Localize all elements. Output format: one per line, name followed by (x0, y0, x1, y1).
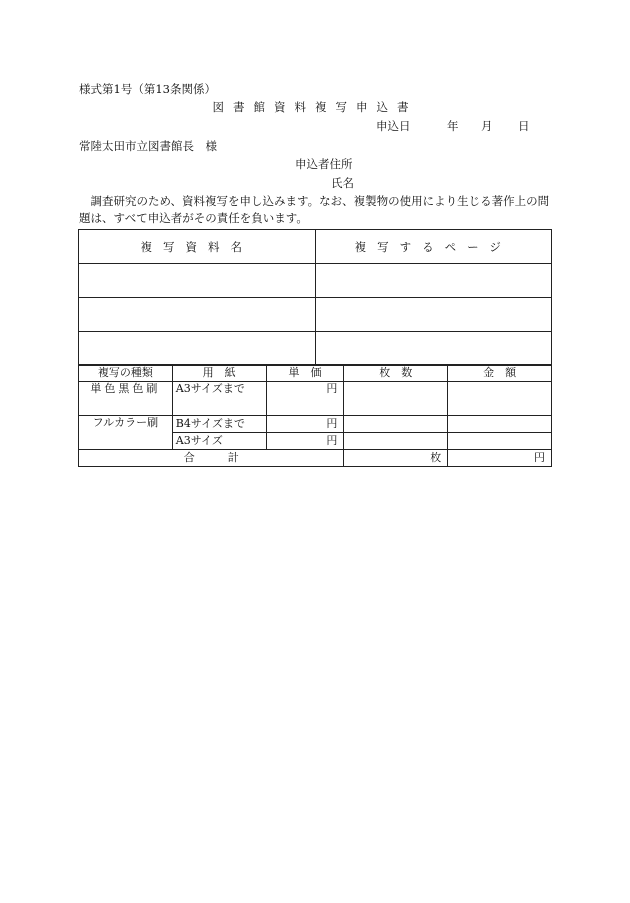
year-label: 年 (447, 119, 459, 133)
paper-size-cell: B4サイズまで (172, 416, 266, 433)
paper-size-cell: A3サイズ (172, 433, 266, 450)
amount-cell[interactable] (448, 416, 552, 433)
pages-header: 複写するページ (315, 230, 552, 264)
amount-cell[interactable] (448, 433, 552, 450)
sheet-count-cell[interactable] (344, 416, 448, 433)
pages-cell[interactable] (315, 332, 552, 366)
fee-table (78, 364, 552, 467)
table-row (79, 264, 552, 298)
sheet-count-cell[interactable] (344, 433, 448, 450)
unit-price-cell: 円 (266, 416, 344, 433)
table-row (79, 332, 552, 366)
table-row (79, 230, 552, 264)
form-title: 図書館資料複写申込書 (212, 100, 418, 114)
color-print-label: フルカラー刷 (79, 416, 173, 450)
unit-price-cell: 円 (266, 433, 344, 450)
unit-price-header: 単 価 (266, 365, 344, 382)
material-name-header: 複写資料名 (79, 230, 316, 264)
paper-size-cell: A3サイズまで (172, 382, 266, 416)
unit-price-cell: 円 (266, 382, 344, 416)
table-row (79, 450, 552, 467)
pages-cell[interactable] (315, 264, 552, 298)
month-label: 月 (481, 119, 493, 133)
table-row (79, 416, 552, 433)
sheet-count-header: 枚 数 (344, 365, 448, 382)
applicant-address-label: 申込者住所 (295, 157, 353, 171)
sheet-count-cell[interactable] (344, 382, 448, 416)
total-amount-cell: 円 (448, 450, 552, 467)
applicant-name-label: 氏名 (331, 176, 354, 190)
date-label: 申込日 (376, 119, 411, 133)
copy-type-header: 複写の種類 (79, 365, 173, 382)
material-table (78, 229, 552, 366)
pages-cell[interactable] (315, 298, 552, 332)
paper-header: 用 紙 (172, 365, 266, 382)
total-sheets-cell: 枚 (344, 450, 448, 467)
mono-print-label: 単色黒色刷 (79, 382, 173, 416)
total-label: 合 計 (79, 450, 344, 467)
statement-text: 調査研究のため、資料複写を申し込みます。なお、複製物の使用により生じる著作上の問題は、すべて申込者がその責任を負います。 (79, 194, 550, 225)
material-name-cell[interactable] (79, 264, 316, 298)
amount-cell[interactable] (448, 382, 552, 416)
material-name-cell[interactable] (79, 332, 316, 366)
amount-header: 金 額 (448, 365, 552, 382)
form-number: 様式第1号（第13条関係） (79, 82, 216, 96)
material-name-cell[interactable] (79, 298, 316, 332)
table-row (79, 298, 552, 332)
day-label: 日 (518, 119, 530, 133)
table-row (79, 365, 552, 382)
table-row (79, 382, 552, 416)
addressee: 常陸太田市立図書館長 様 (79, 139, 217, 153)
